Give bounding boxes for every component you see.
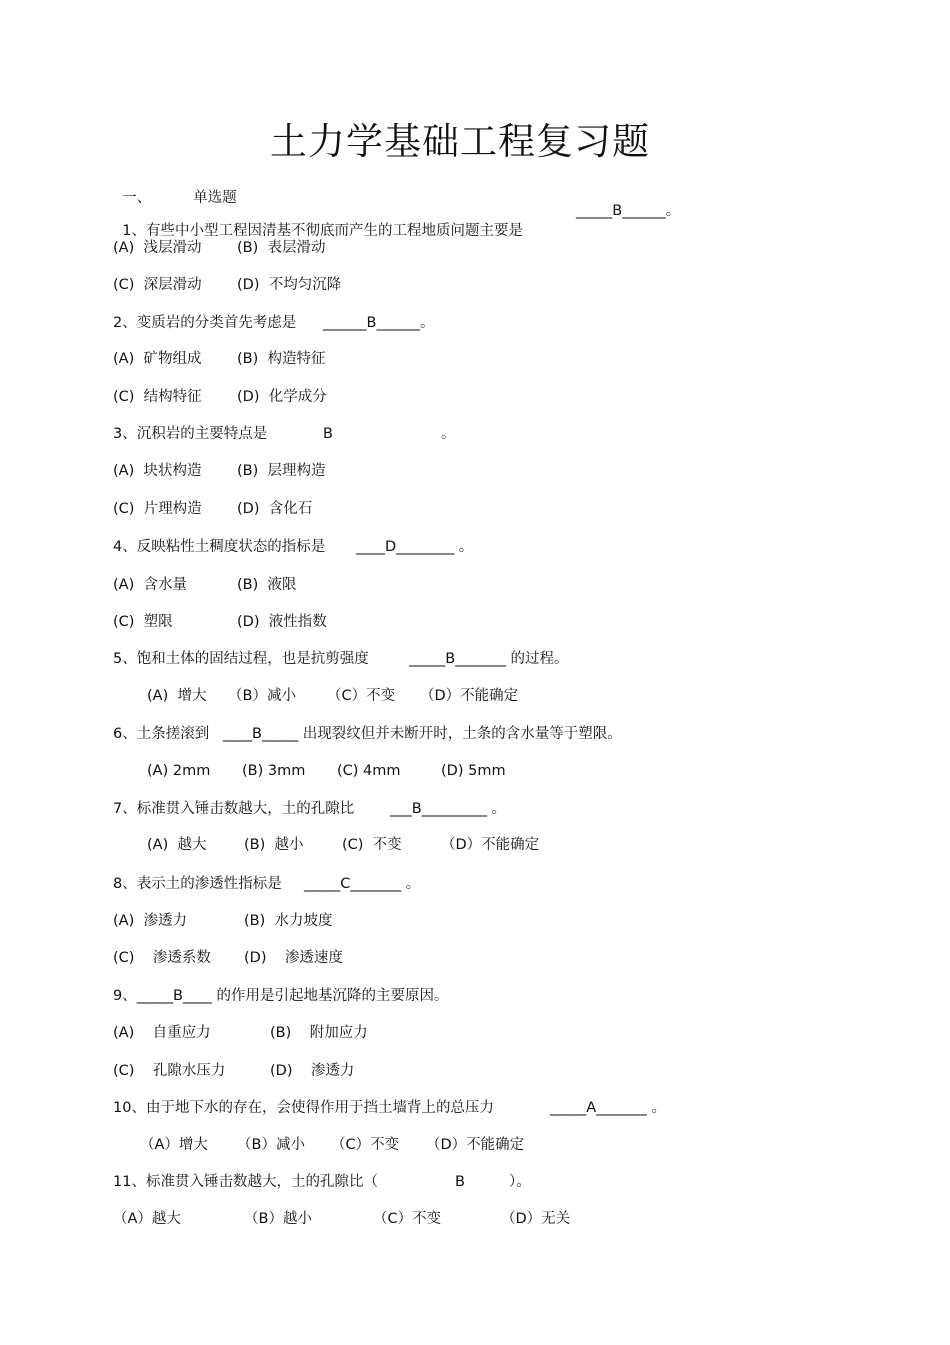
option-c: (C) 结构特征	[113, 389, 202, 405]
option-a: （A）越大	[113, 1211, 181, 1227]
option-b: (B) 表层滑动	[237, 240, 326, 256]
option-d: （D）不能确定	[441, 837, 540, 853]
question-8-text: 8、表示土的渗透性指标是	[113, 876, 282, 892]
option-a: (A) 自重应力	[113, 1025, 211, 1041]
answer-blank: ___B_________ 。	[390, 801, 507, 817]
question-11-text: 11、标准贯入锤击数越大，土的孔隙比（	[113, 1174, 378, 1190]
question-4-text: 4、反映粘性土稠度状态的指标是	[113, 539, 326, 555]
question-7-text: 7、标准贯入锤击数越大，土的孔隙比	[113, 801, 355, 817]
answer-blank: _____B______。	[576, 203, 681, 219]
option-c: (C) 深层滑动	[113, 277, 202, 293]
option-a: (A) 增大	[147, 688, 207, 704]
option-d: (D) 渗透速度	[244, 950, 343, 966]
option-b: (B) 液限	[237, 577, 297, 593]
question-2-text: 2、变质岩的分类首先考虑是	[113, 315, 297, 331]
option-a: （A）增大	[140, 1137, 208, 1153]
question-5-text: 5、饱和土体的固结过程，也是抗剪强度	[113, 651, 369, 667]
option-c: (C) 孔隙水压力	[113, 1063, 226, 1079]
question-9-text: 9、_____B____ 的作用是引起地基沉降的主要原因。	[113, 988, 449, 1004]
option-d: （D）无关	[501, 1211, 571, 1227]
answer-blank: _____A_______ 。	[550, 1100, 667, 1116]
option-d: （D）不能确定	[426, 1137, 525, 1153]
option-b: (B) 层理构造	[237, 463, 326, 479]
question-text: 1、有些中小型工程因清基不彻底而产生的工程地质问题主要是	[122, 223, 523, 239]
answer-blank: ______B______。	[323, 315, 435, 331]
option-b: （B）越小	[244, 1211, 312, 1227]
page-title: 土力学基础工程复习题	[270, 120, 650, 163]
option-a: (A) 块状构造	[113, 463, 202, 479]
answer-blank: B	[323, 426, 333, 442]
section-number: 一、	[122, 190, 152, 206]
question-1	[113, 201, 523, 241]
option-d: (D) 不均匀沉降	[237, 277, 342, 293]
option-c: (C) 4mm	[337, 763, 401, 779]
option-c: （C）不变	[327, 688, 396, 704]
option-d: (D) 5mm	[441, 763, 506, 779]
question-3-text: 3、沉积岩的主要特点是	[113, 426, 268, 442]
option-d: (D) 渗透力	[270, 1063, 355, 1079]
option-a: (A) 渗透力	[113, 913, 187, 929]
option-a: (A) 越大	[147, 837, 207, 853]
answer-blank: ____D________ 。	[356, 539, 474, 555]
option-c: （C）不变	[331, 1137, 400, 1153]
option-d: (D) 液性指数	[237, 614, 327, 630]
question-end: 。	[441, 426, 456, 442]
answer-blank: _____B_______ 的过程。	[409, 651, 569, 667]
question-end: ）。	[509, 1174, 531, 1190]
question-6-text: 6、土条搓滚到	[113, 726, 210, 742]
option-b: (B) 水力坡度	[244, 913, 333, 929]
option-b: （B）减小	[237, 1137, 305, 1153]
answer-blank: ____B_____ 出现裂纹但并未断开时，土条的含水量等于塑限。	[223, 726, 622, 742]
option-b: (B) 附加应力	[270, 1025, 368, 1041]
option-a: (A) 矿物组成	[113, 351, 202, 367]
option-d: (D) 化学成分	[237, 389, 327, 405]
section-label: 单选题	[193, 190, 237, 206]
option-b: (B) 构造特征	[237, 351, 326, 367]
answer-blank: B	[455, 1174, 465, 1190]
option-c: (C) 塑限	[113, 614, 173, 630]
question-10-text: 10、由于地下水的存在，会使得作用于挡土墙背上的总压力	[113, 1100, 494, 1116]
option-b: （B）减小	[228, 688, 296, 704]
option-c: （C）不变	[373, 1211, 442, 1227]
option-b: (B) 越小	[244, 837, 304, 853]
option-c: (C) 不变	[342, 837, 402, 853]
option-c: (C) 渗透系数	[113, 950, 211, 966]
option-a: (A) 浅层滑动	[113, 240, 202, 256]
option-d: （D）不能确定	[420, 688, 519, 704]
option-c: (C) 片理构造	[113, 501, 202, 517]
option-b: (B) 3mm	[242, 763, 306, 779]
option-d: (D) 含化石	[237, 501, 313, 517]
option-a: (A) 含水量	[113, 577, 187, 593]
option-a: (A) 2mm	[147, 763, 211, 779]
answer-blank: _____C_______ 。	[304, 876, 421, 892]
